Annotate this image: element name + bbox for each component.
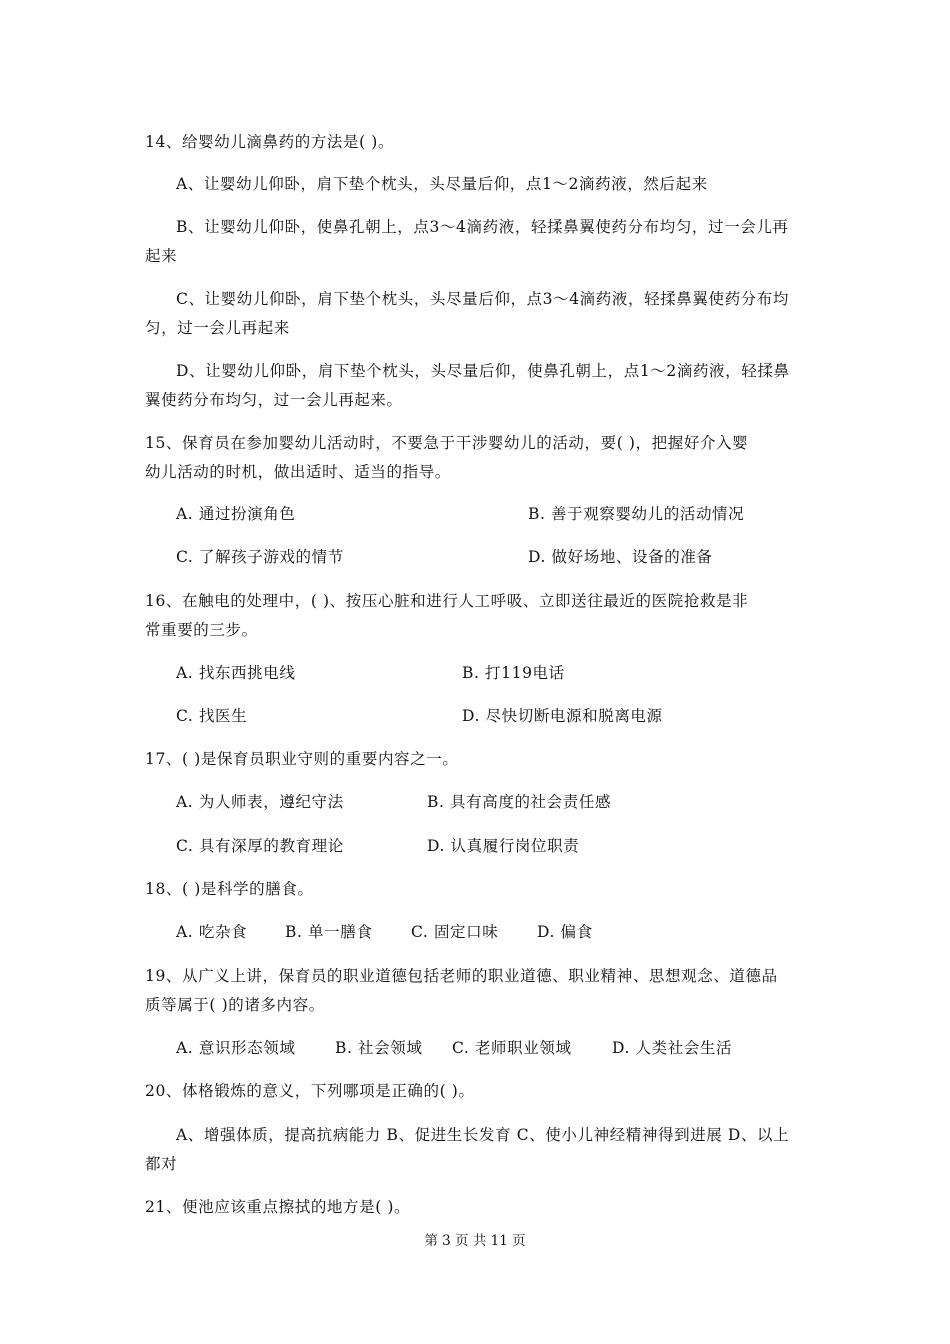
q17-option-a: A. 为人师表，遵纪守法: [176, 793, 344, 811]
q18-option-c: C. 固定口味: [411, 923, 499, 941]
q14-stem: 14、给婴幼儿滴鼻药的方法是( )。: [145, 133, 395, 151]
q14-option-c-line1: C、让婴幼儿仰卧，肩下垫个枕头，头尽量后仰，点3～4滴药液，轻揉鼻翼使药分布均: [176, 290, 789, 308]
q16-option-a: A. 找东西挑电线: [176, 664, 296, 682]
q14-option-b-line2: 起来: [145, 247, 178, 265]
q16-option-c: C. 找医生: [176, 707, 248, 725]
q14-option-d-line2: 翼使药分布均匀，过一会儿再起来。: [145, 391, 403, 409]
q17-stem: 17、( )是保育员职业守则的重要内容之一。: [145, 750, 459, 768]
q15-option-a: A. 通过扮演角色: [176, 505, 296, 523]
page-footer: 第 3 页 共 11 页: [424, 1233, 526, 1249]
q15-stem-line1: 15、保育员在参加婴幼儿活动时，不要急于干涉婴幼儿的活动，要( )，把握好介入婴: [145, 434, 749, 452]
q21-stem: 21、便池应该重点擦拭的地方是( )。: [145, 1198, 411, 1216]
q17-option-b: B. 具有高度的社会责任感: [427, 793, 612, 811]
q17-option-d: D. 认真履行岗位职责: [427, 837, 580, 855]
q17-option-c: C. 具有深厚的教育理论: [176, 837, 344, 855]
q20-stem: 20、体格锻炼的意义，下列哪项是正确的( )。: [145, 1082, 475, 1100]
q15-option-c: C. 了解孩子游戏的情节: [176, 548, 344, 566]
q18-option-b: B. 单一膳食: [285, 923, 373, 941]
q14-option-b-line1: B、让婴幼儿仰卧，使鼻孔朝上，点3～4滴药液，轻揉鼻翼使药分布均匀，过一会儿再: [176, 218, 789, 236]
q14-option-c-line2: 匀，过一会儿再起来: [145, 319, 290, 337]
q15-option-d: D. 做好场地、设备的准备: [528, 548, 713, 566]
q18-stem: 18、( )是科学的膳食。: [145, 880, 314, 898]
q18-option-d: D. 偏食: [537, 923, 593, 941]
q14-option-a: A、让婴幼儿仰卧，肩下垫个枕头，头尽量后仰，点1～2滴药液，然后起来: [176, 175, 708, 193]
q19-option-b: B. 社会领域: [335, 1039, 423, 1057]
q19-option-c: C. 老师职业领域: [452, 1039, 572, 1057]
q19-option-a: A. 意识形态领域: [176, 1039, 296, 1057]
q18-option-a: A. 吃杂食: [176, 923, 248, 941]
q19-stem-line1: 19、从广义上讲，保育员的职业道德包括老师的职业道德、职业精神、思想观念、道德品: [145, 967, 778, 985]
q15-stem-line2: 幼儿活动的时机，做出适时、适当的指导。: [145, 463, 451, 481]
q19-stem-line2: 质等属于( )的诸多内容。: [145, 996, 325, 1014]
q14-option-d-line1: D、让婴幼儿仰卧，肩下垫个枕头，头尽量后仰，使鼻孔朝上，点1～2滴药液，轻揉鼻: [176, 362, 790, 380]
q20-options-line2: 都对: [145, 1155, 178, 1173]
q19-option-d: D. 人类社会生活: [612, 1039, 733, 1057]
q16-option-b: B. 打119电话: [462, 664, 565, 682]
q16-stem-line1: 16、在触电的处理中，( )、按压心脏和进行人工呼吸、立即送往最近的医院抢救是非: [145, 592, 749, 610]
q20-options-line1: A、增强体质，提高抗病能力 B、促进生长发育 C、使小儿神经精神得到进展 D、以上: [176, 1126, 790, 1144]
q15-option-b: B. 善于观察婴幼儿的活动情况: [528, 505, 745, 523]
q16-stem-line2: 常重要的三步。: [145, 621, 258, 639]
q16-option-d: D. 尽快切断电源和脱离电源: [462, 707, 663, 725]
